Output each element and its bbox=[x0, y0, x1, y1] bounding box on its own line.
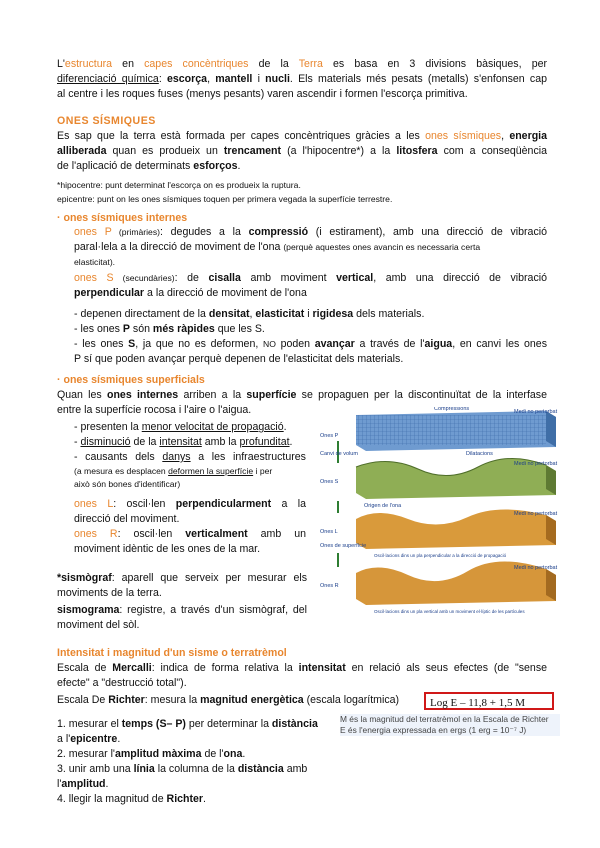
diagram-label-compressions: Compressions bbox=[434, 407, 470, 412]
ones-paragraph: Es sap que la terra està formada per capes concèntriques gràcies a les ones sísmiques, energia alliberada quan es produeix un trencament (a l'hipocentre*) a la litosfera com a conseqüència de l'aplicació de determinats esforços. bbox=[57, 130, 547, 172]
note-hipocentre: *hipocentre: punt determinat l'escorça on es produeix la ruptura. bbox=[57, 180, 301, 190]
subheading-superficials: · ones sísmiques superficials bbox=[57, 374, 205, 386]
diagram-label-ones-superficie: Ones de superfície bbox=[320, 543, 367, 549]
ones-l-paragraph: ones L: oscil·len perpendicularment a la direcció del moviment. bbox=[74, 498, 307, 525]
term-capes: capes concèntriques bbox=[144, 58, 249, 70]
term-diferenciacio: diferenciació química bbox=[57, 73, 159, 85]
richter-steps: 1. mesurar el temps (S– P) per determinar la distància a l'epicentre. 2. mesurar l'amplitud màxima de l'ona. 3. unir amb una línia la columna de la distància amb l'amplitud. 4. llegir la magnitud de Richter. bbox=[57, 718, 318, 805]
diagram-label-medi-4: Medi no pertorbat bbox=[514, 565, 558, 571]
mercalli-paragraph: Escala de Mercalli: indica de forma relativa la intensitat en relació als seus efectes (de "sense efecte" a "destrucció total"). bbox=[57, 662, 548, 689]
superficials-paragraph: Quan les ones internes arriben a la superfície se propaguen per la discontinuïtat de la interfase entre la superfície rocosa i l'aire o l'aigua. bbox=[57, 389, 547, 416]
diagram-label-ones-l: Ones L bbox=[320, 529, 338, 535]
internes-bullets: - depenen directament de la densitat, elasticitat i rigidesa dels materials. - les ones P són més ràpides que les S. - les ones S, ja que no es deformen, NO poden avançar a través de l'aigua, en canvi les ones P sí que poden avançar perquè depenen de l'elasticitat dels materials. bbox=[74, 308, 547, 365]
diagram-label-osc-2: Oscil·lacions dins un pla vertical amb un moviment el·líptic de les partícules bbox=[374, 609, 525, 614]
richter-paragraph: Escala De Richter: mesura la magnitud energètica (escala logarítmica) bbox=[57, 694, 400, 706]
section-heading-ones: ONES SÍSMIQUES bbox=[57, 115, 156, 127]
diagram-label-ones-s: Ones S bbox=[320, 479, 339, 485]
diagram-label-canvi-volum: Canvi de volum bbox=[320, 451, 358, 457]
term-terra: Terra bbox=[298, 58, 323, 70]
p-wave-block bbox=[356, 411, 556, 451]
diagram-label-osc-1: Oscil·lacions dins un pla perpendicular a la direcció de propagació bbox=[374, 553, 507, 558]
subheading-internes: · ones sísmiques internes bbox=[57, 212, 188, 224]
seismic-waves-diagram bbox=[318, 407, 558, 627]
diagram-label-origen: Origen de l'ona bbox=[364, 503, 402, 509]
sismograf-definition: *sismògraf: aparell que serveix per mesurar els moviments de la terra. bbox=[57, 572, 307, 599]
sismograma-definition: sismograma: registre, a través d'un sismògraf, del moviment del sòl. bbox=[57, 604, 307, 631]
superficials-bullets: - presenten la menor velocitat de propagació. - disminució de la intensitat amb la profunditat. - causants dels danys a les infraestructures (a mesura es desplacen deformen la superfície i per això són bones d'identificar) bbox=[74, 421, 306, 489]
diagram-label-medi-3: Medi no pertorbat bbox=[514, 511, 558, 517]
diagram-label-dilatacions: Dilatacions bbox=[466, 451, 493, 457]
note-epicentre: epicentre: punt on les ones sísmiques toquen per primera vegada la superfície terrestre. bbox=[57, 194, 393, 204]
diagram-label-medi-1: Medi no pertorbat bbox=[514, 409, 558, 415]
richter-formula: Log E – 11,8 + 1,5 M bbox=[424, 692, 554, 710]
section-heading-intensitat: Intensitat i magnitud d'un sisme o terratrèmol bbox=[57, 647, 287, 659]
ones-r-paragraph: ones R: oscil·len verticalment amb un moviment idèntic de les ones de la mar. bbox=[74, 528, 306, 555]
diagram-label-medi-2: Medi no pertorbat bbox=[514, 461, 558, 467]
diagram-label-ones-p: Ones P bbox=[320, 433, 339, 439]
ones-p-paragraph: ones P (primàries): degudes a la compressió (i estirament), amb una direcció de vibració paral·lela a la direcció de moviment de l'ona (perquè aquestes ones avancin es necessaria certa elasticitat). bbox=[74, 226, 547, 267]
diagram-label-ones-r: Ones R bbox=[320, 583, 339, 589]
intro-paragraph: L'estructura en capes concèntriques de la Terra es basa en 3 divisions bàsiques, per diferenciació química: escorça, mantell i nucli. Els materials més pesats (metalls) s'enfonsen cap al centre i les roques fuses (menys pesants) varen ascendir i formen l'escorça primitiva. bbox=[57, 58, 548, 100]
formula-legend: M és la magnitud del terratrèmol en la Escala de Richter E és l'energia expressada en ergs (1 erg = 10⁻⁷ J) bbox=[340, 714, 560, 736]
term-estructura: estructura bbox=[64, 58, 113, 70]
ones-s-paragraph: ones S (secundàries): de cisalla amb moviment vertical, amb una direcció de vibració perpendicular a la direcció de moviment de l'ona bbox=[74, 272, 547, 299]
